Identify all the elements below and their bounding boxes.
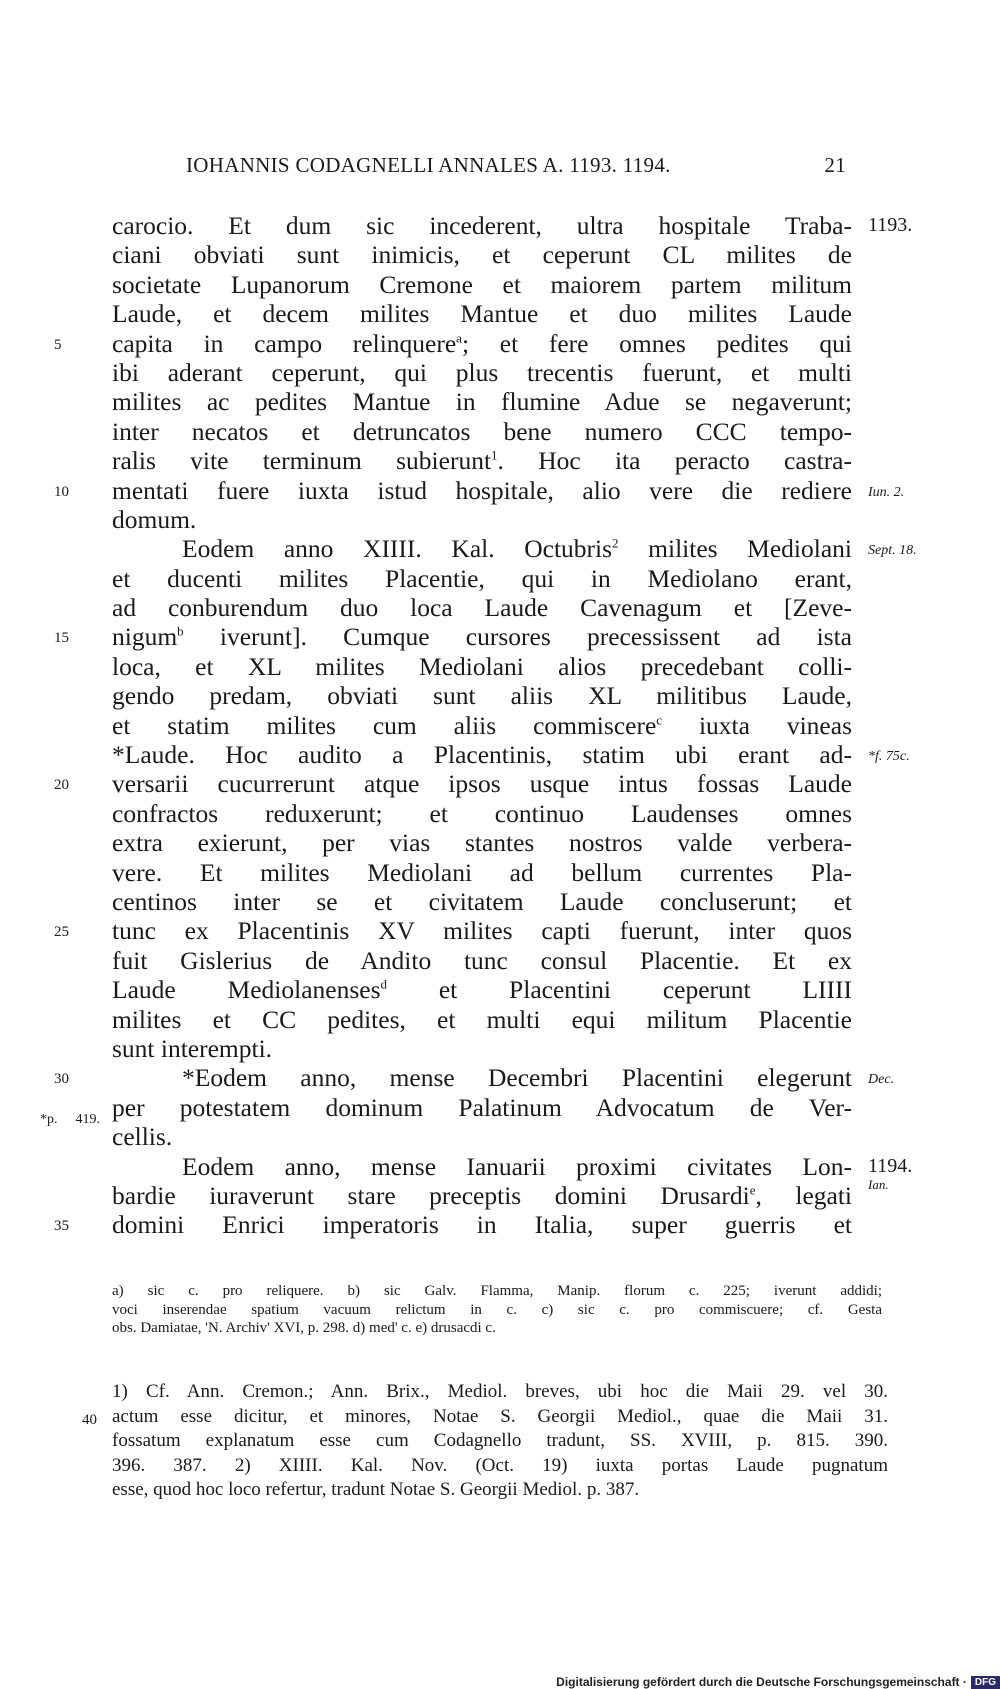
text-line: Eodem anno XIIII. Kal. Octubris$^2$ milites Mediolani Sept. 18. <box>112 534 852 563</box>
margin-folio: *f. 75c. <box>868 749 910 765</box>
text-line: *Laude. Hoc audito a Placentinis, statim ubi erant ad- *f. 75c. <box>112 740 852 769</box>
text-line: 10 mentati fuere iuxta istud hospitale, alio vere die rediere Iun. 2. <box>112 476 852 505</box>
apparatus-line: a) sic c. pro reliquere. b) sic Galv. Flamma, Manip. florum c. 225; iverunt addidi; <box>112 1283 882 1299</box>
text-line: 20 versarii cucurrerunt atque ipsos usque intus fossas Laude <box>112 769 852 798</box>
text-line: et ducenti milites Placentie, qui in Mediolano erant, <box>112 563 852 593</box>
footnote-marker: e <box>749 1182 756 1198</box>
text-line: societate Lupanorum Cremone et maiorem partem militum <box>112 269 852 299</box>
text-line: carocio. Et dum sic incederent, ultra hospitale Traba- 1193. <box>112 211 913 240</box>
margin-date: Iun. 2. <box>868 484 905 500</box>
footnote-marker: 2 <box>612 535 619 551</box>
text-line: Laude, et decem milites Mantue et duo milites Laude <box>112 299 852 329</box>
footnote-line: esse, quod hoc loco refertur, tradunt Notae S. Georgii Mediol. p. 387. <box>112 1479 640 1500</box>
text-line: *p. 419. per potestatem dominum Palatinum Advocatum de Ver- <box>112 1093 852 1122</box>
footnotes <box>82 1380 888 1503</box>
text-line: loca, et XL milites Mediolani alios precedebant colli- <box>112 651 852 681</box>
footnote-marker: c <box>656 712 663 728</box>
text-line: 30 *Eodem anno, mense Decembri Placentini elegerunt Dec. <box>112 1063 852 1092</box>
text-line: cellis. <box>112 1122 173 1152</box>
margin-year: 1194. <box>868 1154 913 1177</box>
text-line: vere. Et milites Mediolani ad bellum currentes Pla- <box>112 857 852 887</box>
page-number: 21 <box>824 153 846 177</box>
text-line: Laude Mediolanenses$^d$ et Placentini ceperunt LIIII <box>112 975 852 1005</box>
line-number: 20 <box>54 777 69 794</box>
line-number: 5 <box>54 336 62 353</box>
text-line: 15 nigum$^b$ iverunt]. Cumque cursores precessissent ad ista <box>112 622 852 651</box>
apparatus-line: obs. Damiatae, 'N. Archiv' XVI, p. 298. d) med' c. e) drusacdi c. <box>112 1320 496 1336</box>
dfg-logo: DFG <box>971 1676 1000 1689</box>
line-number: 30 <box>54 1071 69 1088</box>
footnote-marker: 1 <box>491 447 498 463</box>
page-title: IOHANNIS CODAGNELLI ANNALES A. 1193. 1194. <box>186 153 671 177</box>
text-line: centinos inter se et civitatem Laude concluserunt; et <box>112 886 852 916</box>
text-line: Eodem anno, mense Ianuarii proximi civitates Lon- 1194. Ian. <box>112 1152 852 1181</box>
text-line: gendo predam, obviati sunt aliis XL militibus Laude, <box>112 681 852 711</box>
line-number: 10 <box>54 483 69 500</box>
text-line: ralis vite terminum subierunt$^1$. Hoc ita peracto castra- <box>112 446 852 476</box>
text-line: milites ac pedites Mantue in flumine Adue se negaverunt; <box>112 387 852 417</box>
text-line: 5 capita in campo relinquere$^a$; et fere omnes pedites qui <box>112 329 852 358</box>
text-line: ibi aderant ceperunt, qui plus trecentis fuerunt, et multi <box>112 357 852 387</box>
text-line: 35 domini Enrici imperatoris in Italia, super guerris et <box>112 1210 852 1239</box>
margin-year: 1193. <box>868 214 913 236</box>
margin-month: Ian. <box>868 1176 889 1192</box>
text-line: inter necatos et detruncatos bene numero CCC tempo- <box>112 416 852 446</box>
line-number: 25 <box>54 924 69 941</box>
footnote-line: 1) Cf. Ann. Cremon.; Ann. Brix., Mediol. breves, ubi hoc die Maii 29. vel 30. <box>112 1381 888 1402</box>
text-line: et statim milites cum aliis commiscere$^c$ iuxta vineas <box>112 710 852 740</box>
footnote-marker: a <box>456 330 462 346</box>
text-line: sunt interempti. <box>112 1033 273 1063</box>
footnote-line: 396. 387. 2) XIIII. Kal. Nov. (Oct. 19) iuxta portas Laude pugnatum <box>112 1454 888 1476</box>
apparatus-line: voci inserendae spatium vacuum relictum in c. c) sic c. pro commiscuere; cf. Gesta <box>112 1301 882 1318</box>
text-line: milites et CC pedites, et multi equi militum Placentie <box>112 1004 852 1034</box>
line-number: 40 <box>82 1411 97 1428</box>
text-line: 25 tunc ex Placentinis XV milites capti fuerunt, inter quos <box>112 916 852 945</box>
main-text <box>40 211 917 1240</box>
page-reference: *p. 419. <box>40 1111 100 1127</box>
footnote-marker: b <box>177 623 184 639</box>
margin-month: Dec. <box>868 1072 895 1088</box>
digitization-credit: Digitalisierung gefördert durch die Deutsche Forschungsgemeinschaft · DFG <box>556 1675 1000 1689</box>
text-line: confractos reduxerunt; et continuo Laudenses omnes <box>112 798 852 828</box>
margin-date: Sept. 18. <box>868 543 917 559</box>
footnote-marker: d <box>380 976 387 992</box>
line-number: 15 <box>54 630 69 647</box>
text-line: ad conburendum duo loca Laude Cavenagum et [Zeve- <box>112 593 852 623</box>
critical-apparatus <box>112 1282 882 1338</box>
footnote-line: fossatum explanatum esse cum Codagnello tradunt, SS. XVIII, p. 815. 390. <box>112 1430 888 1451</box>
text-line: ciani obviati sunt inimicis, et ceperunt CL milites de <box>112 240 852 270</box>
footnote-line: 40 actum esse dicitur, et minores, Notae S. Georgii Mediol., quae die Maii 31. <box>112 1405 888 1430</box>
line-number: 35 <box>54 1218 69 1235</box>
text-line: fuit Gislerius de Andito tunc consul Placentie. Et ex <box>112 945 852 975</box>
text-line: domum. <box>112 504 197 534</box>
text-line: bardie iuraverunt stare preceptis domini Drusardi$^e$, legati <box>112 1180 853 1210</box>
text-line: extra exierunt, per vias stantes nostros valde verbera- <box>112 828 852 858</box>
